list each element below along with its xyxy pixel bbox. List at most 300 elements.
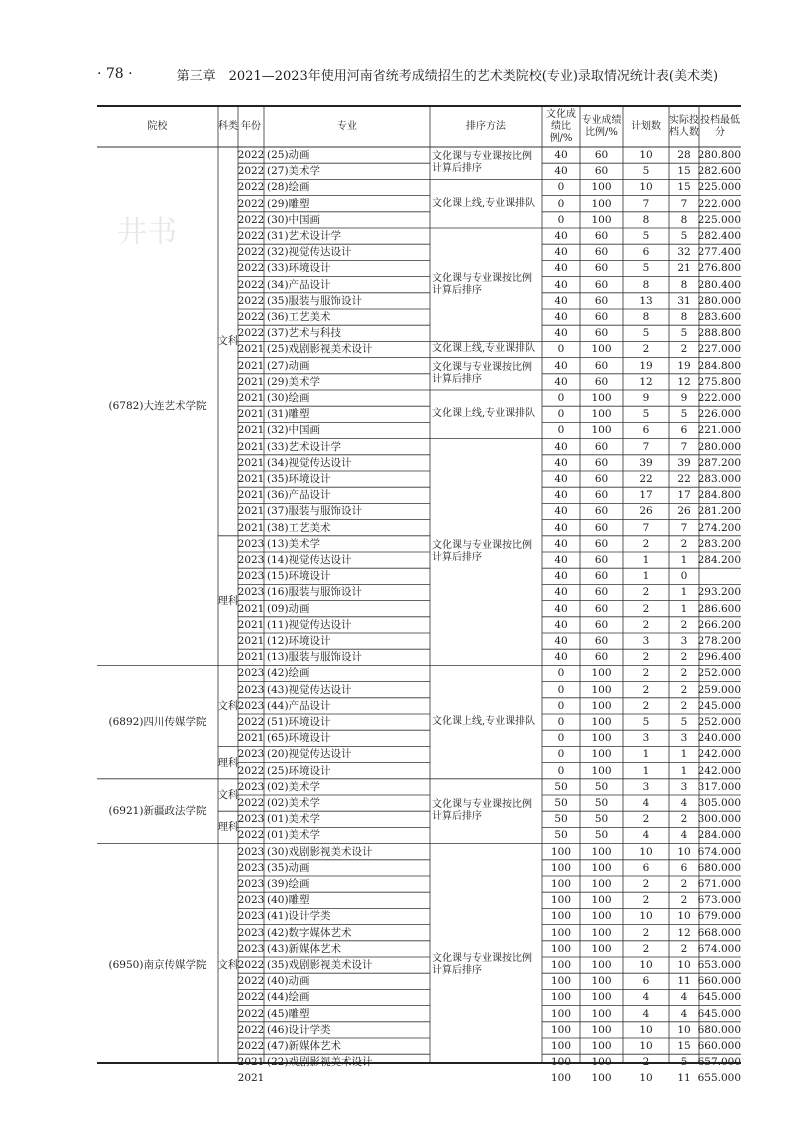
year-cell: 2022 [237,716,265,729]
header-plan: 计划数 [631,121,661,132]
year-cell: 2023 [237,586,265,599]
pro-ratio-cell: 60 [594,311,609,324]
pro-ratio-cell: 60 [594,602,609,615]
major-cell: (11)视觉传达设计 [267,618,352,631]
plan-count-cell: 2 [642,618,650,631]
actual-count-cell: 5 [680,408,688,421]
plan-count-cell: 4 [642,797,650,810]
school-name: (6950)南京传媒学院 [108,959,207,972]
major-cell: (13)服装与服饰设计 [267,651,363,664]
year-cell: 2023 [237,910,265,923]
major-cell: (40)动画 [267,975,310,988]
min-score-cell: 259.000 [697,683,741,696]
plan-count-cell: 12 [639,375,653,388]
culture-ratio-cell: 0 [557,732,565,745]
culture-ratio-cell: 0 [557,392,565,405]
plan-count-cell: 3 [642,780,650,793]
major-cell: (37)艺术与科技 [267,327,342,340]
sort-method: 文化课上线,专业课排队 [432,197,536,209]
sort-method: 文化课与专业课按比例计算后排序 [432,953,532,977]
culture-ratio-cell: 40 [554,375,568,388]
sort-method: 文化课与专业课按比例计算后排序 [432,361,532,385]
pro-ratio-cell: 60 [594,327,609,340]
major-cell: (38)工艺美术 [267,521,331,534]
subject-type: 理科 [217,594,239,607]
culture-ratio-cell: 50 [554,797,568,810]
year-cell: 2022 [237,764,265,777]
min-score-cell: 225.000 [697,181,741,194]
pro-ratio-cell: 50 [594,797,609,810]
min-score-cell: 286.600 [697,602,741,615]
actual-count-cell: 2 [680,651,688,664]
major-cell: (65)环境设计 [267,732,331,745]
year-cell: 2021 [237,392,265,405]
culture-ratio-cell: 40 [554,521,568,534]
culture-ratio-cell: 100 [550,1072,572,1085]
culture-ratio-cell: 0 [557,181,565,194]
year-cell: 2021 [237,505,265,518]
pro-ratio-cell: 60 [594,635,609,648]
plan-count-cell: 2 [642,651,650,664]
actual-count-cell: 2 [680,878,688,891]
year-cell: 2021 [237,343,265,356]
plan-count-cell: 9 [642,392,650,405]
actual-count-cell: 4 [680,797,688,810]
actual-count-cell: 11 [677,1072,691,1085]
pro-ratio-cell: 60 [594,165,609,178]
min-score-cell: 305.000 [697,797,741,810]
culture-ratio-cell: 50 [554,780,568,793]
culture-ratio-cell: 50 [554,829,568,842]
major-cell: (51)环境设计 [267,716,331,729]
pro-ratio-cell: 100 [591,343,612,356]
min-score-cell: 283.600 [697,311,741,324]
min-score-cell: 680.000 [697,861,741,874]
actual-count-cell: 8 [680,311,688,324]
pro-ratio-cell: 100 [591,959,612,972]
plan-count-cell: 2 [642,586,650,599]
pro-ratio-cell: 100 [591,699,612,712]
sort-method: 文化课与专业课按比例计算后排序 [432,151,532,175]
min-score-cell: 252.000 [697,716,741,729]
actual-count-cell: 5 [680,716,688,729]
min-score-cell: 277.400 [697,246,741,259]
major-cell: (27)美术学 [267,165,321,178]
min-score-cell: 225.000 [697,213,741,226]
min-score-cell: 657.000 [697,1056,741,1069]
actual-count-cell: 6 [680,861,688,874]
actual-count-cell: 31 [677,294,691,307]
actual-count-cell: 7 [680,521,688,534]
year-cell: 2022 [237,294,265,307]
year-cell: 2021 [237,489,265,502]
plan-count-cell: 10 [639,1040,653,1053]
year-cell: 2022 [237,197,265,210]
sort-method: 文化课与专业课按比例计算后排序 [432,539,532,563]
actual-count-cell: 7 [680,197,688,210]
culture-ratio-cell: 100 [550,926,572,939]
pro-ratio-cell: 50 [594,780,609,793]
culture-ratio-cell: 100 [550,1007,572,1020]
min-score-cell: 671.000 [697,878,741,891]
min-score-cell: 278.200 [697,635,741,648]
plan-count-cell: 4 [642,1007,650,1020]
culture-ratio-cell: 40 [554,456,568,469]
actual-count-cell: 8 [680,278,688,291]
min-score-cell: 284.800 [697,359,741,372]
culture-ratio-cell: 100 [550,991,572,1004]
pro-ratio-cell: 100 [591,197,612,210]
pro-ratio-cell: 60 [594,586,609,599]
actual-count-cell: 5 [680,1056,688,1069]
culture-ratio-cell: 40 [554,554,568,567]
year-cell: 2022 [237,246,265,259]
year-cell: 2021 [237,602,265,615]
major-cell: (02)美术学 [267,797,321,810]
year-cell: 2021 [237,618,265,631]
culture-ratio-cell: 0 [557,424,565,437]
year-cell: 2023 [237,845,265,858]
actual-count-cell: 1 [680,586,688,599]
actual-count-cell: 8 [680,213,688,226]
min-score-cell [699,568,743,584]
major-cell: (30)戏剧影视美术设计 [267,845,373,858]
plan-count-cell: 10 [639,959,653,972]
subject-type: 文科 [217,959,239,972]
actual-count-cell: 4 [680,991,688,1004]
actual-count-cell: 26 [677,505,691,518]
culture-ratio-cell: 40 [554,278,568,291]
year-cell: 2023 [237,894,265,907]
year-cell: 2023 [237,667,265,680]
pro-ratio-cell: 60 [594,375,609,388]
major-cell: (28)绘画 [267,181,310,194]
culture-ratio-cell: 0 [557,343,565,356]
major-cell: (25)动画 [267,149,310,162]
pro-ratio-cell: 100 [591,683,612,696]
culture-ratio-cell: 100 [550,878,572,891]
actual-count-cell: 28 [677,149,691,162]
plan-count-cell: 6 [642,424,650,437]
pro-ratio-cell: 60 [594,359,609,372]
min-score-cell: 284.200 [697,554,741,567]
actual-count-cell: 2 [680,813,688,826]
min-score-cell: 266.200 [697,618,741,631]
year-cell: 2022 [237,149,265,162]
year-cell: 2023 [237,878,265,891]
subject-type: 文科 [217,335,239,348]
culture-ratio-cell: 0 [557,748,565,761]
culture-ratio-cell: 40 [554,149,568,162]
plan-count-cell: 2 [642,699,650,712]
culture-ratio-cell: 0 [557,716,565,729]
actual-count-cell: 32 [677,246,691,259]
pro-ratio-cell: 100 [591,1007,612,1020]
page-header [97,60,737,88]
major-cell: (12)环境设计 [267,635,331,648]
plan-count-cell: 2 [642,667,650,680]
chapter-title: 第三章 2021—2023年使用河南省统考成绩招生的艺术类院校(专业)录取情况统计表(美术类) [176,68,719,84]
major-cell: (31)艺术设计学 [267,230,342,243]
min-score-cell: 281.200 [697,505,741,518]
culture-ratio-cell: 100 [550,1040,572,1053]
pro-ratio-cell: 60 [594,489,609,502]
year-cell: 2021 [237,635,265,648]
plan-count-cell: 10 [639,845,653,858]
major-cell: (43)视觉传达设计 [267,683,352,696]
culture-ratio-cell: 0 [557,213,565,226]
min-score-cell: 284.800 [697,489,741,502]
major-cell: (30)绘画 [267,392,310,405]
major-cell: (13)美术学 [267,537,321,550]
sort-method: 文化课上线,专业课排队 [432,343,536,355]
actual-count-cell: 10 [677,959,691,972]
year-cell: 2022 [237,181,265,194]
actual-count-cell: 12 [677,926,691,939]
major-cell: (44)产品设计 [267,699,331,712]
pro-ratio-cell: 100 [591,1056,612,1069]
pro-ratio-cell: 60 [594,440,609,453]
pro-ratio-cell: 60 [594,521,609,534]
min-score-cell: 282.400 [697,230,741,243]
plan-count-cell: 10 [639,1072,653,1085]
pro-ratio-cell: 100 [591,424,612,437]
actual-count-cell: 2 [680,942,688,955]
min-score-cell: 242.000 [697,748,741,761]
min-score-cell: 221.000 [697,424,741,437]
culture-ratio-cell: 0 [557,764,565,777]
actual-count-cell: 5 [680,327,688,340]
header-actual: 实际投档人数 [669,115,699,138]
plan-count-cell: 5 [642,716,650,729]
year-cell: 2021 [237,456,265,469]
pro-ratio-cell: 60 [594,651,609,664]
culture-ratio-cell: 40 [554,618,568,631]
min-score-cell: 645.000 [697,991,741,1004]
year-cell: 2022 [237,991,265,1004]
min-score-cell: 280.000 [697,294,741,307]
plan-count-cell: 39 [639,456,653,469]
major-cell [264,1070,433,1086]
pro-ratio-cell: 60 [594,505,609,518]
major-cell: (40)雕塑 [267,894,310,907]
major-cell: (36)产品设计 [267,489,331,502]
year-cell: 2022 [237,1023,265,1036]
header-min-score: 投档最低分 [700,115,740,138]
year-cell: 2022 [237,1040,265,1053]
pro-ratio-cell: 60 [594,149,609,162]
min-score-cell: 245.000 [697,699,741,712]
min-score-cell: 287.200 [697,456,741,469]
actual-count-cell: 12 [677,375,691,388]
plan-count-cell: 8 [642,311,650,324]
plan-count-cell: 5 [642,327,650,340]
culture-ratio-cell: 100 [550,942,572,955]
actual-count-cell: 2 [680,699,688,712]
year-cell: 2022 [237,1007,265,1020]
actual-count-cell: 9 [680,392,688,405]
year-cell: 2022 [237,262,265,275]
min-score-cell: 296.400 [697,651,741,664]
subject-type: 理科 [217,756,239,769]
min-score-cell: 283.000 [697,473,741,486]
plan-count-cell: 13 [639,294,653,307]
major-cell: (39)绘画 [267,878,310,891]
year-cell: 2023 [237,537,265,550]
major-cell: (42)数字媒体艺术 [267,926,352,939]
min-score-cell: 674.000 [697,845,741,858]
actual-count-cell: 19 [677,359,691,372]
header-subject: 科类 [218,121,238,132]
year-cell: 2022 [237,959,265,972]
school-name: (6921)新疆政法学院 [108,805,207,818]
major-cell: (01)美术学 [267,829,321,842]
plan-count-cell: 5 [642,230,650,243]
watermark: 井书 [117,215,177,250]
pro-ratio-cell: 60 [594,230,609,243]
major-cell: (16)服装与服饰设计 [267,586,363,599]
year-cell: 2022 [237,311,265,324]
pro-ratio-cell: 100 [591,910,612,923]
min-score-cell: 679.000 [697,910,741,923]
actual-count-cell: 2 [680,683,688,696]
min-score-cell: 274.200 [697,521,741,534]
actual-count-cell: 10 [677,1023,691,1036]
culture-ratio-cell: 0 [557,197,565,210]
actual-count-cell: 2 [680,343,688,356]
plan-count-cell: 7 [642,440,650,453]
header-major: 专业 [337,121,357,132]
major-cell: (36)工艺美术 [267,311,331,324]
pro-ratio-cell: 100 [591,845,612,858]
min-score-cell: 653.000 [697,959,741,972]
plan-count-cell: 3 [642,635,650,648]
min-score-cell: 240.000 [697,732,741,745]
pro-ratio-cell: 100 [591,926,612,939]
plan-count-cell: 5 [642,262,650,275]
year-cell: 2021 [237,408,265,421]
major-cell: (31)雕塑 [267,408,310,421]
pro-ratio-cell: 100 [591,975,612,988]
header-method: 排序方法 [466,121,506,132]
pro-ratio-cell: 100 [591,894,612,907]
year-cell: 2021 [237,732,265,745]
plan-count-cell: 4 [642,991,650,1004]
actual-count-cell: 3 [680,635,688,648]
pro-ratio-cell: 60 [594,294,609,307]
major-cell: (30)中国画 [267,213,321,226]
min-score-cell: 284.000 [697,829,741,842]
major-cell: (32)中国画 [267,424,321,437]
culture-ratio-cell: 40 [554,262,568,275]
culture-ratio-cell: 40 [554,635,568,648]
subject-type: 文科 [217,699,239,712]
min-score-cell: 275.800 [697,375,741,388]
major-cell: (25)戏剧影视美术设计 [267,343,373,356]
plan-count-cell: 1 [642,570,650,583]
pro-ratio-cell: 60 [594,570,609,583]
min-score-cell: 668.000 [697,926,741,939]
culture-ratio-cell: 40 [554,473,568,486]
min-score-cell: 222.000 [697,197,741,210]
year-cell: 2021 [237,359,265,372]
culture-ratio-cell: 100 [550,1023,572,1036]
plan-count-cell: 17 [639,489,653,502]
major-cell: (14)视觉传达设计 [267,554,352,567]
pro-ratio-cell: 100 [591,1040,612,1053]
plan-count-cell: 2 [642,683,650,696]
sort-method: 文化课上线,专业课排队 [432,716,536,728]
culture-ratio-cell: 40 [554,586,568,599]
culture-ratio-cell: 0 [557,699,565,712]
actual-count-cell: 2 [680,537,688,550]
min-score-cell: 288.800 [697,327,741,340]
actual-count-cell: 2 [680,667,688,680]
year-cell: 2022 [237,230,265,243]
culture-ratio-cell: 100 [550,845,572,858]
major-cell: (43)新媒体艺术 [267,942,342,955]
plan-count-cell: 3 [642,732,650,745]
pro-ratio-cell: 100 [591,991,612,1004]
major-cell: (33)环境设计 [267,262,331,275]
actual-count-cell: 15 [677,1040,691,1053]
pro-ratio-cell: 100 [591,732,612,745]
plan-count-cell: 5 [642,165,650,178]
major-cell: (27)动画 [267,359,310,372]
major-cell: (45)雕塑 [267,1007,310,1020]
plan-count-cell: 2 [642,1056,650,1069]
min-score-cell: 280.000 [697,440,741,453]
major-cell: (44)绘画 [267,991,310,1004]
year-cell: 2021 [237,1056,265,1069]
culture-ratio-cell: 100 [550,959,572,972]
culture-ratio-cell: 40 [554,602,568,615]
culture-ratio-cell: 40 [554,505,568,518]
pro-ratio-cell: 100 [591,878,612,891]
actual-count-cell: 1 [680,764,688,777]
actual-count-cell: 17 [677,489,691,502]
min-score-cell: 227.000 [697,343,741,356]
plan-count-cell: 2 [642,602,650,615]
year-cell: 2022 [237,327,265,340]
pro-ratio-cell: 60 [594,456,609,469]
culture-ratio-cell: 40 [554,570,568,583]
plan-count-cell: 1 [642,748,650,761]
culture-ratio-cell: 40 [554,230,568,243]
culture-ratio-cell: 40 [554,294,568,307]
pro-ratio-cell: 60 [594,262,609,275]
year-cell: 2021 [237,473,265,486]
culture-ratio-cell: 100 [550,975,572,988]
actual-count-cell: 4 [680,829,688,842]
year-cell: 2023 [237,861,265,874]
pro-ratio-cell: 100 [591,861,612,874]
culture-ratio-cell: 40 [554,311,568,324]
culture-ratio-cell: 40 [554,537,568,550]
actual-count-cell: 2 [680,618,688,631]
major-cell: (41)设计学类 [267,910,331,923]
plan-count-cell: 1 [642,554,650,567]
major-cell: (35)服装与服饰设计 [267,294,363,307]
year-cell: 2023 [237,699,265,712]
culture-ratio-cell: 100 [550,1056,572,1069]
header-school: 院校 [147,121,168,132]
major-cell: (46)设计学类 [267,1023,331,1036]
plan-count-cell: 10 [639,181,653,194]
culture-ratio-cell: 100 [550,861,572,874]
major-cell: (25)环境设计 [267,764,331,777]
year-cell: 2023 [237,926,265,939]
